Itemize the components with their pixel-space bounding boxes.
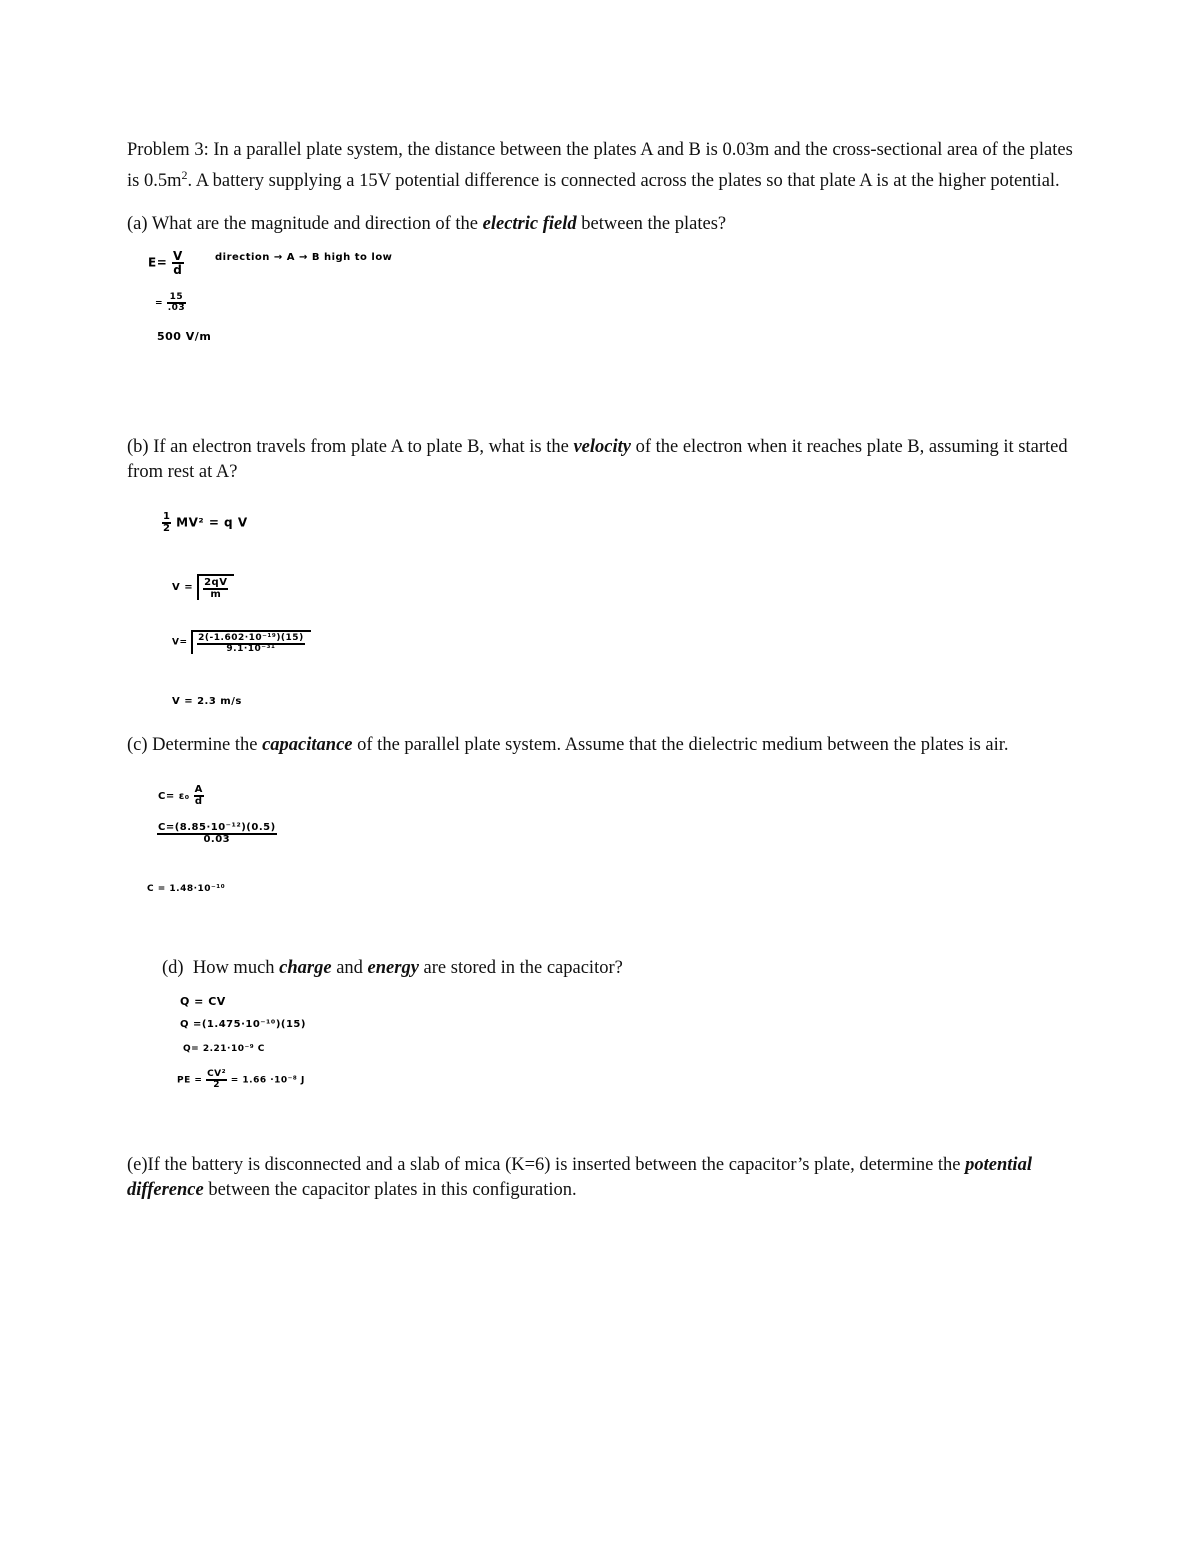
hw-b2-numerator: 2qV: [204, 577, 228, 588]
part-d-middle: and: [331, 958, 368, 978]
problem-intro-superscript: 2: [181, 167, 188, 182]
problem-intro-text-continued: . A battery supplying a 15V potential difference is connected across the plates so that plate A is at the higher potential.: [187, 170, 1060, 191]
hw-c2-fraction: [157, 823, 277, 845]
hw-b3-sqrt: [191, 630, 311, 654]
problem-statement: [127, 138, 1087, 193]
hw-a2-numerator: 15: [167, 293, 186, 304]
hw-d4-denominator: 2: [213, 1080, 220, 1090]
hw-b3-numerator: 2(-1.602·10⁻¹⁹)(15): [198, 633, 304, 643]
part-c-suffix: of the parallel plate system. Assume that the dielectric medium between the plates is air.: [352, 735, 1009, 755]
hw-d4-numerator: CV²: [207, 1069, 227, 1079]
hw-d4-rhs: = 1.66 ·10⁻⁸ J: [230, 1075, 305, 1086]
hw-b1-half: [162, 512, 171, 534]
handwritten-b-line1: [162, 512, 248, 534]
part-b-suffix: of the electron when it reaches plate B, assuming it started from rest at A?: [127, 437, 1068, 482]
handwritten-d-line4: [177, 1070, 305, 1090]
hw-b2-sqrt: [197, 574, 234, 600]
handwritten-c-line1: [158, 785, 204, 807]
handwritten-b-line2: [172, 574, 234, 600]
hw-a2-fraction: [167, 293, 186, 313]
handwritten-a-line2: [155, 293, 186, 313]
hw-d4-fraction: [206, 1070, 227, 1090]
hw-c1-fraction: [194, 785, 204, 807]
hw-b1-text: MV² = q V: [176, 515, 248, 530]
hw-b1-half-numerator: 1: [163, 511, 171, 522]
hw-a1-numerator: V: [172, 249, 183, 263]
hw-b3-fraction: [197, 634, 305, 654]
handwritten-b-line3: [172, 630, 311, 654]
part-b-emphasis: velocity: [573, 437, 631, 457]
handwritten-d-line3: Q= 2.21·10⁻⁹ C: [183, 1044, 265, 1054]
part-b-prefix: (b) If an electron travels from plate A to plate B, what is the: [127, 437, 574, 457]
part-a-emphasis: electric field: [482, 214, 577, 234]
problem-intro-text: Problem 3: In a parallel plate system, the distance between the plates A and B is 0.03m and the cross-sectional area of the plates is 0.5m: [127, 140, 1073, 191]
part-c-prefix: (c) Determine the: [127, 735, 263, 755]
hw-c1-denominator: d: [194, 796, 203, 807]
part-a-prefix: (a) What are the magnitude and direction of the: [127, 214, 483, 234]
hw-c2-numerator: C=(8.85·10⁻¹²)(0.5): [158, 822, 276, 833]
handwritten-a-result: 500 V/m: [157, 330, 212, 343]
part-a-question: [127, 212, 1087, 237]
handwritten-a-line1: [148, 250, 184, 276]
hw-a1-denominator: d: [173, 263, 183, 277]
handwritten-c-result: C = 1.48·10⁻¹⁰: [147, 884, 226, 894]
part-d-prefix: How much: [192, 958, 280, 978]
handwritten-b-result: V = 2.3 m/s: [172, 696, 242, 707]
part-a-suffix: between the plates?: [576, 214, 727, 234]
part-e-question: [127, 1153, 1087, 1202]
hw-a2-lhs: =: [155, 298, 164, 309]
hw-b2-fraction: [203, 578, 228, 600]
part-d-suffix: are stored in the capacitor?: [418, 958, 623, 978]
handwritten-a-direction: direction → A → B high to low: [215, 252, 393, 263]
part-e-emphasis: potential difference: [127, 1155, 1032, 1200]
handwritten-d-line1: Q = CV: [180, 995, 226, 1008]
hw-c1-lhs: C= ε₀: [158, 791, 190, 802]
handwritten-c-line2: [157, 823, 277, 845]
hw-b1-half-denominator: 2: [163, 523, 171, 534]
hw-b2-lhs: V =: [172, 582, 194, 593]
hw-c2-denominator: 0.03: [203, 834, 231, 845]
part-e-prefix: (e)If the battery is disconnected and a slab of mica (K=6) is inserted between the capacitor’s plate, determine the: [127, 1155, 966, 1175]
part-d-emphasis-energy: energy: [367, 958, 419, 978]
part-c-question: [127, 733, 1117, 758]
hw-d4-lhs: PE =: [177, 1075, 203, 1086]
part-e-suffix: between the capacitor plates in this configuration.: [203, 1179, 577, 1200]
hw-a2-denominator: .03: [167, 303, 186, 313]
part-d-question: [162, 956, 1062, 981]
hw-b3-denominator: 9.1·10⁻³¹: [226, 644, 276, 654]
hw-a1-lhs: E=: [148, 255, 168, 270]
part-d-emphasis-charge: charge: [279, 958, 332, 978]
part-d-label: (d): [162, 958, 184, 978]
part-b-question: [127, 435, 1087, 484]
hw-a1-fraction: [172, 250, 184, 276]
hw-b2-denominator: m: [210, 589, 222, 600]
hw-c1-numerator: A: [194, 784, 203, 795]
hw-b3-lhs: V=: [172, 637, 188, 648]
handwritten-d-line2: Q =(1.475·10⁻¹⁰)(15): [180, 1019, 306, 1030]
part-c-emphasis: capacitance: [262, 735, 353, 755]
